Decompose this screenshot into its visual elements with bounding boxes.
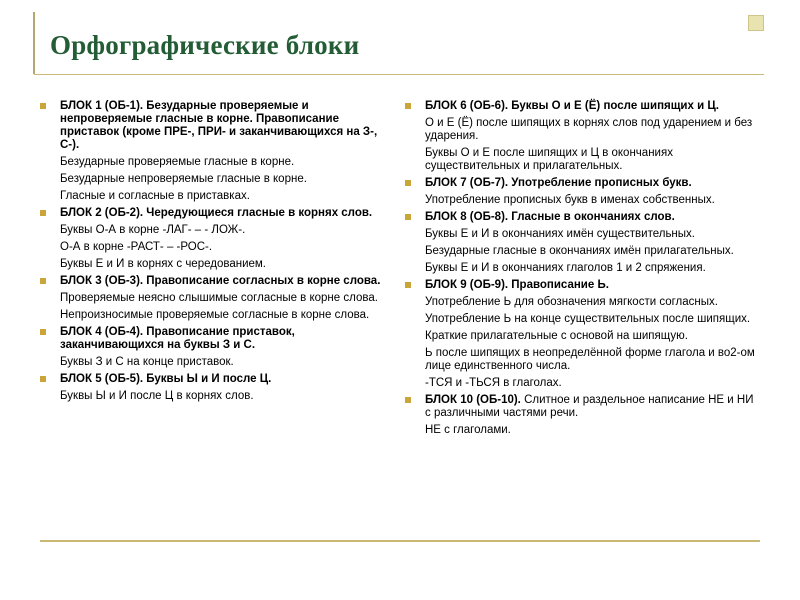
- block-7: [405, 177, 755, 190]
- block-1: [40, 100, 390, 152]
- block-item: Гласные и согласные в приставках.: [60, 190, 250, 202]
- block-item: Безударные гласные в окончаниях имён прилагательных.: [425, 245, 734, 257]
- block-title: БЛОК 8 (ОБ-8). Гласные в окончаниях слов.: [425, 211, 675, 223]
- block-item: НЕ с глаголами.: [425, 424, 511, 436]
- bullet-icon: [405, 282, 411, 288]
- block-5: [40, 373, 390, 386]
- block-title: БЛОК 9 (ОБ-9). Правописание Ь.: [425, 279, 609, 291]
- block-item: Проверяемые неясно слышимые согласные в корне слова.: [60, 292, 378, 304]
- block-title: БЛОК 3 (ОБ-3). Правописание согласных в корне слова.: [60, 275, 381, 287]
- title-divider: [34, 74, 764, 75]
- block-item: Буквы О и Е после шипящих и Ц в окончаниях существительных и прилагательных.: [425, 147, 673, 172]
- block-item: О-А в корне -РАСТ- – -РОС-.: [60, 241, 213, 253]
- bullet-icon: [40, 103, 46, 109]
- block-6: [405, 100, 755, 113]
- block-item: Безударные проверяемые гласные в корне.: [60, 156, 295, 168]
- bullet-icon: [405, 180, 411, 186]
- block-title-rest: Слитное и раздельное написание НЕ и НИ с различными частями речи.: [425, 394, 754, 419]
- corner-square-decoration: [748, 15, 764, 31]
- block-8: [405, 211, 755, 224]
- block-item: Употребление прописных букв в именах собственных.: [425, 194, 715, 206]
- block-item: Буквы Е и И в окончаниях имён существительных.: [425, 228, 695, 240]
- block-title: БЛОК 6 (ОБ-6). Буквы О и Е (Ё) после шипящих и Ц.: [425, 100, 719, 112]
- block-item: Употребление Ь на конце существительных после шипящих.: [425, 313, 751, 325]
- bullet-icon: [405, 214, 411, 220]
- block-4: [40, 326, 390, 352]
- bullet-icon: [40, 329, 46, 335]
- bullet-icon: [405, 397, 411, 403]
- block-item: Буквы О-А в корне -ЛАГ- – - ЛОЖ-.: [60, 224, 246, 236]
- block-title: БЛОК 1 (ОБ-1). Безударные проверяемые и непроверяемые гласные в корне. Правописание приставок (кроме ПРЕ-, ПРИ- и заканчивающихся на З-, С-).: [60, 100, 378, 151]
- block-title: БЛОК 10 (ОБ-10).: [425, 394, 521, 406]
- block-item: Буквы Ы и И после Ц в корнях слов.: [60, 390, 254, 402]
- block-item: -ТСЯ и -ТЬСЯ в глаголах.: [425, 377, 562, 389]
- block-title: БЛОК 5 (ОБ-5). Буквы Ы и И после Ц.: [60, 373, 272, 385]
- right-column: [405, 100, 755, 441]
- block-item: Буквы Е и И в корнях с чередованием.: [60, 258, 266, 270]
- block-item: Употребление Ь для обозначения мягкости согласных.: [425, 296, 718, 308]
- block-item: Буквы З и С на конце приставок.: [60, 356, 234, 368]
- block-title-line: [425, 394, 755, 420]
- block-10: [405, 394, 755, 420]
- block-item: Непроизносимые проверяемые согласные в корне слова.: [60, 309, 370, 321]
- bullet-icon: [405, 103, 411, 109]
- bullet-icon: [40, 376, 46, 382]
- block-2: [40, 207, 390, 220]
- bullet-icon: [40, 278, 46, 284]
- block-title: БЛОК 7 (ОБ-7). Употребление прописных букв.: [425, 177, 692, 189]
- block-item: Ь после шипящих в неопределённой форме глагола и во2-ом лице единственного числа.: [425, 347, 755, 372]
- block-3: [40, 275, 390, 288]
- title-accent-line: [33, 12, 35, 74]
- block-title: БЛОК 4 (ОБ-4). Правописание приставок, заканчивающихся на буквы З и С.: [60, 326, 295, 351]
- block-item: О и Е (Ё) после шипящих в корнях слов под ударением и без ударения.: [425, 117, 753, 142]
- page-title: Орфографические блоки: [50, 30, 360, 60]
- block-item: Буквы Е и И в окончаниях глаголов 1 и 2 спряжения.: [425, 262, 706, 274]
- block-9: [405, 279, 755, 292]
- block-item: Безударные непроверяемые гласные в корне.: [60, 173, 307, 185]
- block-item: Краткие прилагательные с основой на шипящую.: [425, 330, 688, 342]
- bullet-icon: [40, 210, 46, 216]
- left-column: [40, 100, 390, 407]
- block-title: БЛОК 2 (ОБ-2). Чередующиеся гласные в корнях слов.: [60, 207, 373, 219]
- footer-divider: [40, 540, 760, 542]
